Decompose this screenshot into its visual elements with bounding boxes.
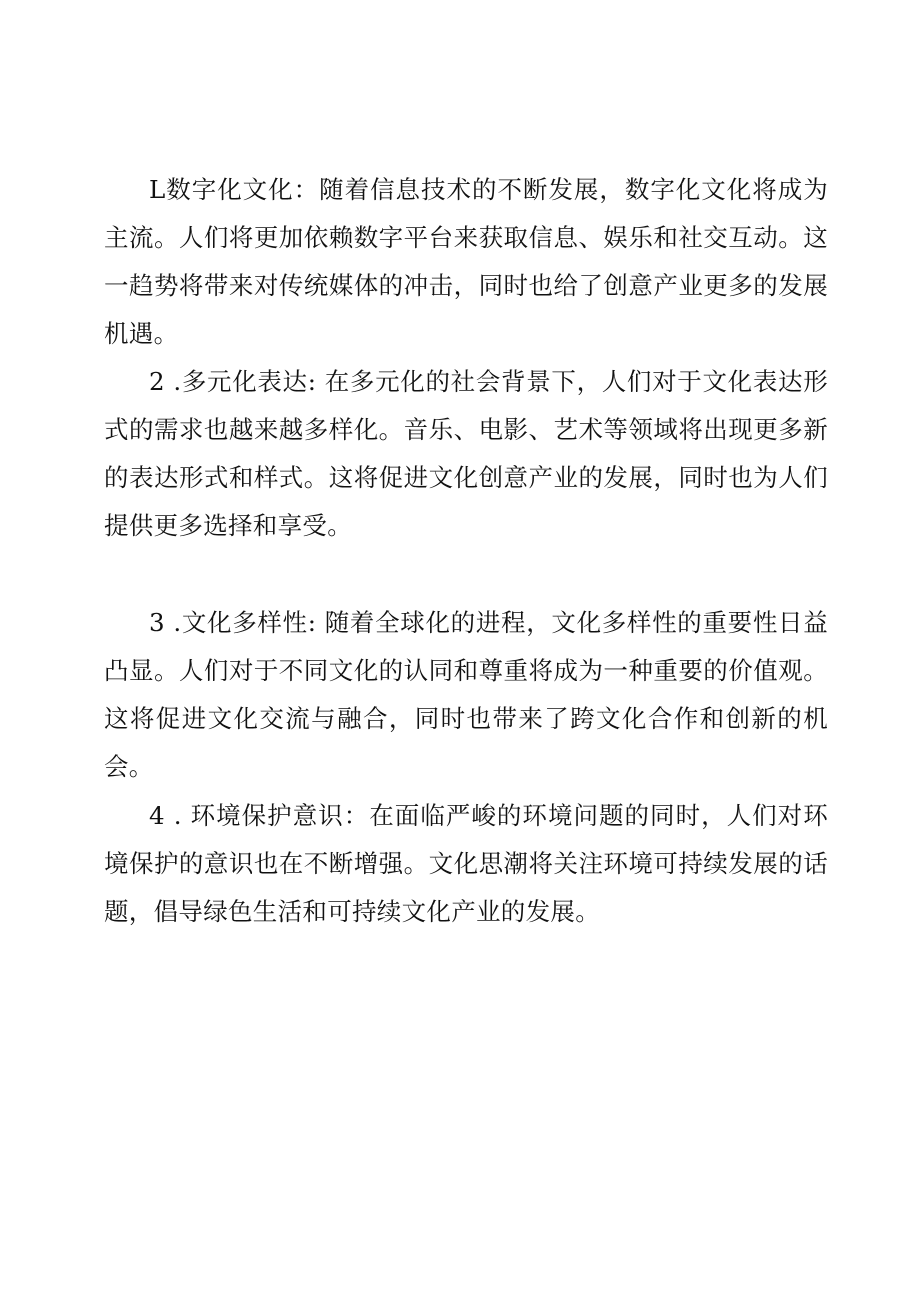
- paragraph-diverse-expression: 2 .多元化表达: 在多元化的社会背景下，人们对于文化表达形式的需求也越来越多样化。音乐、电影、艺术等领域将出现更多新的表达形式和样式。这将促进文化创意产业的发展，同时也为人们提供更多选择和享受。: [104, 367, 828, 540]
- paragraph-digital-culture: L数字化文化：随着信息技术的不断发展，数字化文化将成为主流。人们将更加依赖数字平台来获取信息、娱乐和社交互动。这一趋势将带来对传统媒体的冲击，同时也给了创意产业更多的发展机遇。: [104, 175, 828, 348]
- paragraph-environmental-awareness: 4 . 环境保护意识：在面临严峻的环境问题的同时，人们对环境保护的意识也在不断增强。文化思潮将关注环境可持续发展的话题，倡导绿色生活和可持续文化产业的发展。: [104, 801, 828, 926]
- paragraph-cultural-diversity: 3 .文化多样性: 随着全球化的进程，文化多样性的重要性日益凸显。人们对于不同文化的认同和尊重将成为一种重要的价值观。这将促进文化交流与融合，同时也带来了跨文化合作和创新的机会。: [104, 608, 828, 781]
